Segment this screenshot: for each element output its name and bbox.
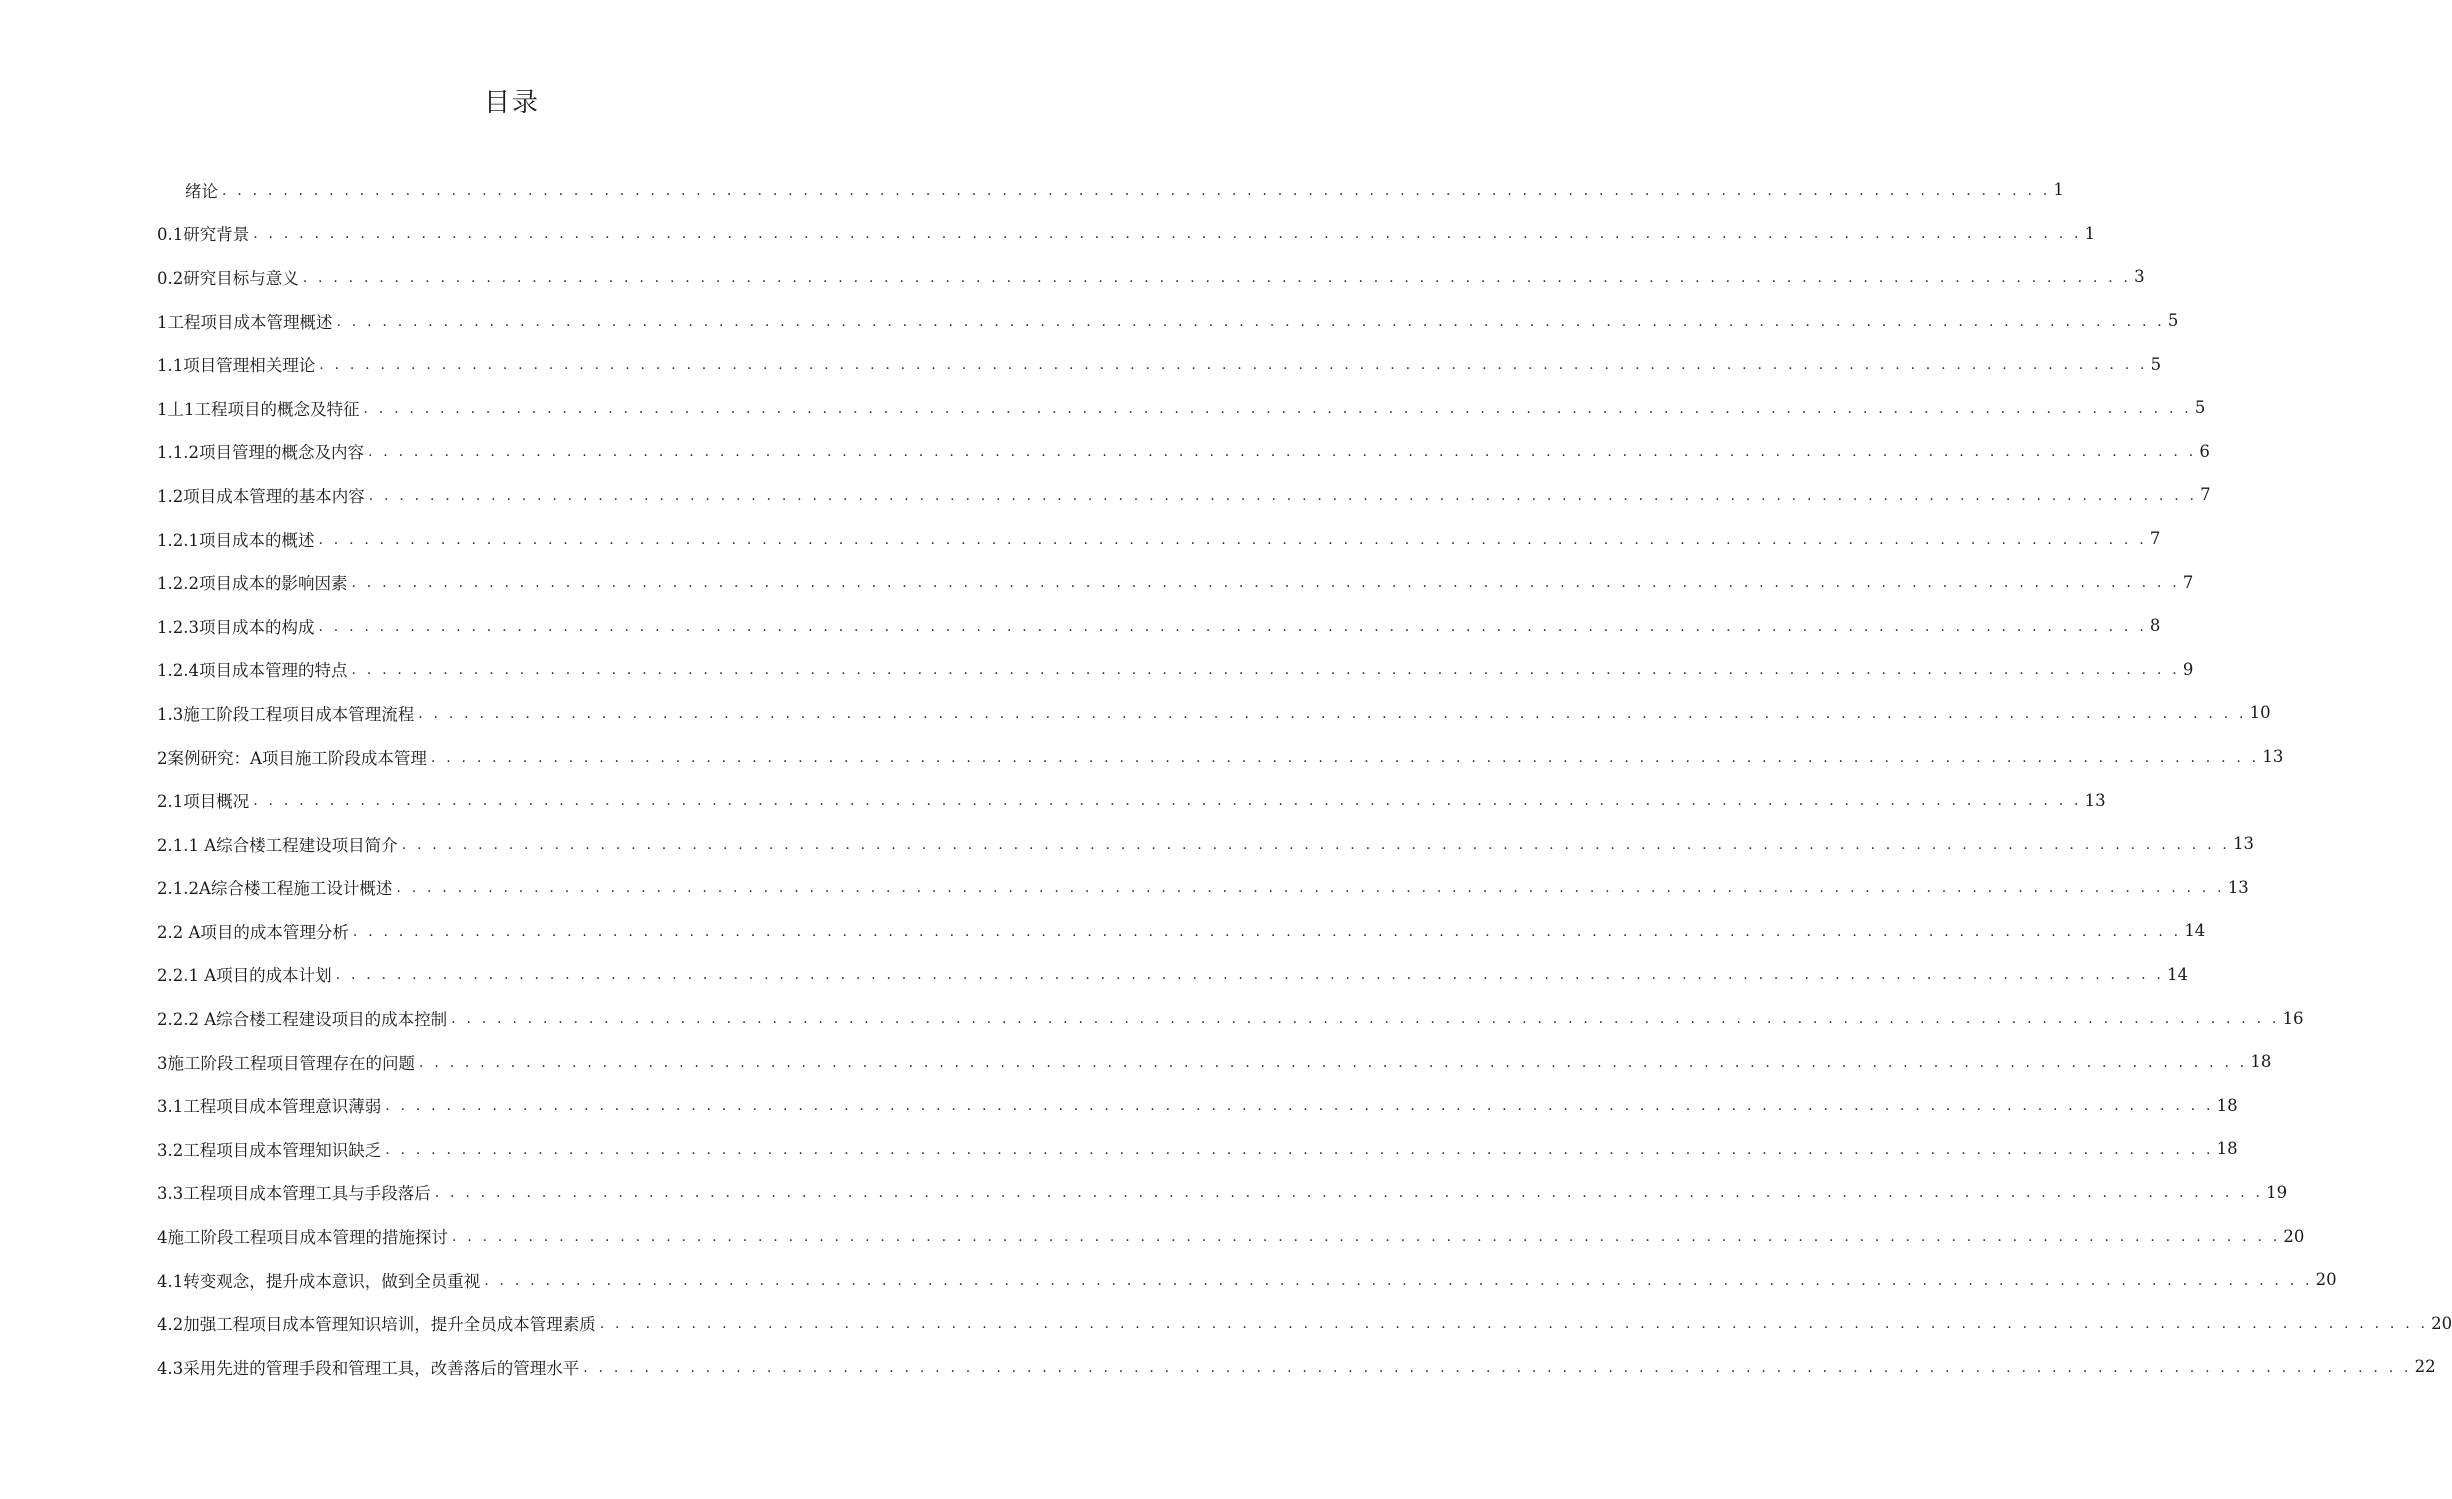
toc-entry-label: 1.2.2项目成本的影响因素 xyxy=(157,574,348,594)
toc-entry-label: 1.2.4项目成本管理的特点 xyxy=(157,661,348,681)
toc-entry[interactable] xyxy=(157,430,2210,474)
toc-entry[interactable] xyxy=(157,1301,2452,1345)
toc-entry-page-number: 10 xyxy=(2249,703,2271,723)
toc-entry[interactable] xyxy=(157,1171,2288,1215)
toc-entry-label: 1丄1工程项目的概念及特征 xyxy=(157,399,360,419)
toc-entry-label: 0.2研究目标与意义 xyxy=(157,268,299,288)
toc-entry-label: 2.2.2 A综合楼工程建设项目的成本控制 xyxy=(157,1010,448,1030)
toc-entry[interactable] xyxy=(157,909,2206,953)
toc-dot-leader: . . . . . . . . . . . . . . . . . . . . . . . . . . . . . . . . . . . . . . . . . . . . . . . . . . . . . . . . . . . . . . . . . . . . . . . . . . . . . . . . . . . . . . . . . . . . . . . . . . . . . . . . . . . . . . . . . . . . . . . . xyxy=(396,880,2225,897)
toc-entry-label: 1.1项目管理相关理论 xyxy=(157,356,316,376)
toc-entry-page-number: 20 xyxy=(2431,1313,2452,1333)
toc-entry-page-number: 22 xyxy=(2414,1357,2436,1377)
toc-dot-leader: . . . . . . . . . . . . . . . . . . . . . . . . . . . . . . . . . . . . . . . . . . . . . . . . . . . . . . . . . . . . . . . . . . . . . . . . . . . . . . . . . . . . . . . . . . . . . . . . . . . . . . . . . . . . . . . . . . . . . . . . xyxy=(452,1229,2281,1246)
toc-entry[interactable] xyxy=(157,560,2194,604)
toc-entry-label: 4.2加强工程项目成本管理知识培训，提升全员成本管理素质 xyxy=(157,1315,596,1335)
toc-entry-label: 1.2.3项目成本的构成 xyxy=(157,617,315,637)
toc-entry[interactable] xyxy=(157,648,2194,692)
toc-entry-page-number: 19 xyxy=(2266,1182,2288,1202)
toc-entry-label: 3.2工程项目成本管理知识缺乏 xyxy=(157,1140,382,1160)
toc-dot-leader: . . . . . . . . . . . . . . . . . . . . . . . . . . . . . . . . . . . . . . . . . . . . . . . . . . . . . . . . . . . . . . . . . . . . . . . . . . . . . . . . . . . . . . . . . . . . . . . . . . . . . . . . . . . . . . . . . . . . . . . . xyxy=(253,793,2082,810)
toc-entry-label: 2.1.2A综合楼工程施工设计概述 xyxy=(157,879,393,899)
toc-entry-label: 1.2.1项目成本的概述 xyxy=(157,530,315,550)
toc-entry-page-number: 3 xyxy=(2134,267,2145,287)
toc-entry[interactable] xyxy=(157,953,2189,997)
toc-entry-label: 1.1.2项目管理的概念及内容 xyxy=(157,443,364,463)
toc-dot-leader: . . . . . . . . . . . . . . . . . . . . . . . . . . . . . . . . . . . . . . . . . . . . . . . . . . . . . . . . . . . . . . . . . . . . . . . . . . . . . . . . . . . . . . . . . . . . . . . . . . . . . . . . . . . . . . . . . . . . . . . . xyxy=(368,487,2198,504)
toc-entry-label: 2.2.1 A项目的成本计划 xyxy=(157,966,332,986)
toc-dot-leader: . . . . . . . . . . . . . . . . . . . . . . . . . . . . . . . . . . . . . . . . . . . . . . . . . . . . . . . . . . . . . . . . . . . . . . . . . . . . . . . . . . . . . . . . . . . . . . . . . . . . . . . . . . . . . . . . . . . . . . . . xyxy=(583,1359,2412,1376)
toc-entry-page-number: 5 xyxy=(2167,311,2179,331)
toc-entry[interactable] xyxy=(157,822,2255,866)
toc-entry-page-number: 13 xyxy=(2227,877,2249,897)
toc-dot-leader: . . . . . . . . . . . . . . . . . . . . . . . . . . . . . . . . . . . . . . . . . . . . . . . . . . . . . . . . . . . . . . . . . . . . . . . . . . . . . . . . . . . . . . . . . . . . . . . . . . . . . . . . . . . . . . . . . . . . . . . . xyxy=(434,1185,2264,1202)
toc-entry[interactable] xyxy=(157,691,2271,735)
toc-entry[interactable] xyxy=(157,212,2096,256)
toc-entry-page-number: 14 xyxy=(2184,921,2206,941)
toc-dot-leader: . . . . . . . . . . . . . . . . . . . . . . . . . . . . . . . . . . . . . . . . . . . . . . . . . . . . . . . . . . . . . . . . . . . . . . . . . . . . . . . . . . . . . . . . . . . . . . . . . . . . . . . . . . . . . . . . . . . . . . . . xyxy=(367,444,2197,461)
toc-dot-leader: . . . . . . . . . . . . . . . . . . . . . . . . . . . . . . . . . . . . . . . . . . . . . . . . . . . . . . . . . . . . . . . . . . . . . . . . . . . . . . . . . . . . . . . . . . . . . . . . . . . . . . . . . . . . . . . . . . . . . . . . xyxy=(319,357,2148,374)
toc-dot-leader: . . . . . . . . . . . . . . . . . . . . . . . . . . . . . . . . . . . . . . . . . . . . . . . . . . . . . . . . . . . . . . . . . . . . . . . . . . . . . . . . . . . . . . . . . . . . . . . . . . . . . . . . . . . . . . . . . . . . . . . . xyxy=(484,1272,2313,1289)
toc-dot-leader: . . . . . . . . . . . . . . . . . . . . . . . . . . . . . . . . . . . . . . . . . . . . . . . . . . . . . . . . . . . . . . . . . . . . . . . . . . . . . . . . . . . . . . . . . . . . . . . . . . . . . . . . . . . . . . . . . . . . . . . . xyxy=(302,269,2132,286)
toc-entry-label: 4.3采用先进的管理手段和管理工具，改善落后的管理水平 xyxy=(157,1358,580,1378)
toc-entry-page-number: 13 xyxy=(2084,790,2106,810)
toc-dot-leader: . . . . . . . . . . . . . . . . . . . . . . . . . . . . . . . . . . . . . . . . . . . . . . . . . . . . . . . . . . . . . . . . . . . . . . . . . . . . . . . . . . . . . . . . . . . . . . . . . . . . . . . . . . . . . . . . . . . . . . . . xyxy=(352,923,2182,940)
toc-entry-label: 4.1转变观念，提升成本意识，做到全员重视 xyxy=(157,1271,481,1291)
toc-dot-leader: . . . . . . . . . . . . . . . . . . . . . . . . . . . . . . . . . . . . . . . . . . . . . . . . . . . . . . . . . . . . . . . . . . . . . . . . . . . . . . . . . . . . . . . . . . . . . . . . . . . . . . . . . . . . . . . . . . . . . . . . xyxy=(222,182,2051,199)
toc-entry[interactable] xyxy=(157,735,2284,779)
toc-entry[interactable] xyxy=(157,1345,2436,1389)
toc-entry-label: 0.1研究背景 xyxy=(157,225,250,245)
toc-entry-page-number: 13 xyxy=(2233,834,2255,854)
toc-dot-leader: . . . . . . . . . . . . . . . . . . . . . . . . . . . . . . . . . . . . . . . . . . . . . . . . . . . . . . . . . . . . . . . . . . . . . . . . . . . . . . . . . . . . . . . . . . . . . . . . . . . . . . . . . . . . . . . . . . . . . . . . xyxy=(385,1141,2214,1158)
toc-entry[interactable] xyxy=(157,386,2206,430)
toc-entry[interactable] xyxy=(157,342,2162,386)
toc-entry[interactable] xyxy=(157,1083,2238,1127)
toc-entry-label: 3.3工程项目成本管理工具与手段落后 xyxy=(157,1184,431,1204)
toc-entry-label: 1工程项目成本管理概述 xyxy=(157,312,333,332)
toc-entry-label: 1.3施工阶段工程项目成本管理流程 xyxy=(157,704,415,724)
toc-entry[interactable] xyxy=(157,996,2304,1040)
toc-dot-leader: . . . . . . . . . . . . . . . . . . . . . . . . . . . . . . . . . . . . . . . . . . . . . . . . . . . . . . . . . . . . . . . . . . . . . . . . . . . . . . . . . . . . . . . . . . . . . . . . . . . . . . . . . . . . . . . . . . . . . . . . xyxy=(451,1011,2280,1028)
toc-dot-leader: . . . . . . . . . . . . . . . . . . . . . . . . . . . . . . . . . . . . . . . . . . . . . . . . . . . . . . . . . . . . . . . . . . . . . . . . . . . . . . . . . . . . . . . . . . . . . . . . . . . . . . . . . . . . . . . . . . . . . . . . xyxy=(418,705,2247,722)
table-of-contents xyxy=(157,168,2452,1389)
toc-dot-leader: . . . . . . . . . . . . . . . . . . . . . . . . . . . . . . . . . . . . . . . . . . . . . . . . . . . . . . . . . . . . . . . . . . . . . . . . . . . . . . . . . . . . . . . . . . . . . . . . . . . . . . . . . . . . . . . . . . . . . . . . xyxy=(599,1316,2429,1333)
toc-entry[interactable] xyxy=(157,168,2064,212)
toc-entry-page-number: 13 xyxy=(2262,747,2284,767)
toc-dot-leader: . . . . . . . . . . . . . . . . . . . . . . . . . . . . . . . . . . . . . . . . . . . . . . . . . . . . . . . . . . . . . . . . . . . . . . . . . . . . . . . . . . . . . . . . . . . . . . . . . . . . . . . . . . . . . . . . . . . . . . . . xyxy=(363,400,2192,417)
toc-entry[interactable] xyxy=(157,517,2161,561)
toc-entry-page-number: 5 xyxy=(2194,398,2206,418)
toc-entry[interactable] xyxy=(157,778,2106,822)
toc-dot-leader: . . . . . . . . . . . . . . . . . . . . . . . . . . . . . . . . . . . . . . . . . . . . . . . . . . . . . . . . . . . . . . . . . . . . . . . . . . . . . . . . . . . . . . . . . . . . . . . . . . . . . . . . . . . . . . . . . . . . . . . . xyxy=(336,313,2165,330)
toc-entry-page-number: 6 xyxy=(2199,441,2210,461)
toc-dot-leader: . . . . . . . . . . . . . . . . . . . . . . . . . . . . . . . . . . . . . . . . . . . . . . . . . . . . . . . . . . . . . . . . . . . . . . . . . . . . . . . . . . . . . . . . . . . . . . . . . . . . . . . . . . . . . . . . . . . . . . . . xyxy=(318,618,2147,635)
toc-entry[interactable] xyxy=(157,1214,2305,1258)
toc-dot-leader: . . . . . . . . . . . . . . . . . . . . . . . . . . . . . . . . . . . . . . . . . . . . . . . . . . . . . . . . . . . . . . . . . . . . . . . . . . . . . . . . . . . . . . . . . . . . . . . . . . . . . . . . . . . . . . . . . . . . . . . . xyxy=(419,1054,2248,1071)
toc-entry-page-number: 14 xyxy=(2167,964,2189,984)
toc-entry-page-number: 20 xyxy=(2315,1270,2337,1290)
toc-dot-leader: . . . . . . . . . . . . . . . . . . . . . . . . . . . . . . . . . . . . . . . . . . . . . . . . . . . . . . . . . . . . . . . . . . . . . . . . . . . . . . . . . . . . . . . . . . . . . . . . . . . . . . . . . . . . . . . . . . . . . . . . xyxy=(335,967,2165,984)
toc-entry[interactable] xyxy=(157,473,2211,517)
toc-dot-leader: . . . . . . . . . . . . . . . . . . . . . . . . . . . . . . . . . . . . . . . . . . . . . . . . . . . . . . . . . . . . . . . . . . . . . . . . . . . . . . . . . . . . . . . . . . . . . . . . . . . . . . . . . . . . . . . . . . . . . . . . xyxy=(351,662,2180,679)
toc-entry-page-number: 9 xyxy=(2182,659,2194,679)
toc-entry[interactable] xyxy=(157,1258,2337,1302)
toc-dot-leader: . . . . . . . . . . . . . . . . . . . . . . . . . . . . . . . . . . . . . . . . . . . . . . . . . . . . . . . . . . . . . . . . . . . . . . . . . . . . . . . . . . . . . . . . . . . . . . . . . . . . . . . . . . . . . . . . . . . . . . . . xyxy=(385,1098,2214,1115)
toc-entry-page-number: 18 xyxy=(2216,1095,2238,1115)
toc-entry-label: 2.2 A项目的成本管理分析 xyxy=(157,922,349,942)
toc-entry[interactable] xyxy=(157,604,2161,648)
toc-entry-page-number: 1 xyxy=(2053,180,2064,200)
toc-entry-page-number: 18 xyxy=(2216,1139,2238,1159)
toc-entry-label: 2.1项目概况 xyxy=(157,792,250,812)
toc-entry-page-number: 7 xyxy=(2182,572,2194,592)
toc-entry-label: 2.1.1 A综合楼工程建设项目简介 xyxy=(157,835,398,855)
toc-entry-page-number: 7 xyxy=(2149,529,2161,549)
toc-entry-page-number: 20 xyxy=(2283,1226,2305,1246)
toc-entry-label: 2案例研究：A项目施工阶段成本管理 xyxy=(157,748,427,768)
toc-entry[interactable] xyxy=(157,1040,2272,1084)
toc-entry[interactable] xyxy=(157,1127,2238,1171)
toc-entry-page-number: 7 xyxy=(2200,485,2211,505)
toc-entry[interactable] xyxy=(157,299,2179,343)
toc-dot-leader: . . . . . . . . . . . . . . . . . . . . . . . . . . . . . . . . . . . . . . . . . . . . . . . . . . . . . . . . . . . . . . . . . . . . . . . . . . . . . . . . . . . . . . . . . . . . . . . . . . . . . . . . . . . . . . . . . . . . . . . . xyxy=(318,531,2147,548)
toc-entry-label: 3施工阶段工程项目管理存在的问题 xyxy=(157,1053,415,1073)
toc-entry-label: 3.1工程项目成本管理意识薄弱 xyxy=(157,1097,382,1117)
toc-dot-leader: . . . . . . . . . . . . . . . . . . . . . . . . . . . . . . . . . . . . . . . . . . . . . . . . . . . . . . . . . . . . . . . . . . . . . . . . . . . . . . . . . . . . . . . . . . . . . . . . . . . . . . . . . . . . . . . . . . . . . . . . xyxy=(351,575,2180,592)
toc-entry-page-number: 8 xyxy=(2149,616,2161,636)
toc-entry-label: 1.2项目成本管理的基本内容 xyxy=(157,486,365,506)
toc-entry-label: 绪论 xyxy=(185,181,218,201)
toc-entry-page-number: 1 xyxy=(2084,223,2096,243)
toc-entry-page-number: 18 xyxy=(2250,1052,2272,1072)
toc-entry[interactable] xyxy=(157,255,2145,299)
toc-dot-leader: . . . . . . . . . . . . . . . . . . . . . . . . . . . . . . . . . . . . . . . . . . . . . . . . . . . . . . . . . . . . . . . . . . . . . . . . . . . . . . . . . . . . . . . . . . . . . . . . . . . . . . . . . . . . . . . . . . . . . . . . xyxy=(430,749,2260,766)
toc-dot-leader: . . . . . . . . . . . . . . . . . . . . . . . . . . . . . . . . . . . . . . . . . . . . . . . . . . . . . . . . . . . . . . . . . . . . . . . . . . . . . . . . . . . . . . . . . . . . . . . . . . . . . . . . . . . . . . . . . . . . . . . . xyxy=(253,226,2082,243)
toc-entry-label: 4施工阶段工程项目成本管理的措施探讨 xyxy=(157,1228,448,1248)
toc-dot-leader: . . . . . . . . . . . . . . . . . . . . . . . . . . . . . . . . . . . . . . . . . . . . . . . . . . . . . . . . . . . . . . . . . . . . . . . . . . . . . . . . . . . . . . . . . . . . . . . . . . . . . . . . . . . . . . . . . . . . . . . . xyxy=(401,836,2231,853)
toc-entry-page-number: 5 xyxy=(2150,354,2162,374)
page-title: 目录 xyxy=(483,88,540,118)
toc-entry[interactable] xyxy=(157,866,2249,910)
toc-entry-page-number: 16 xyxy=(2282,1008,2304,1028)
